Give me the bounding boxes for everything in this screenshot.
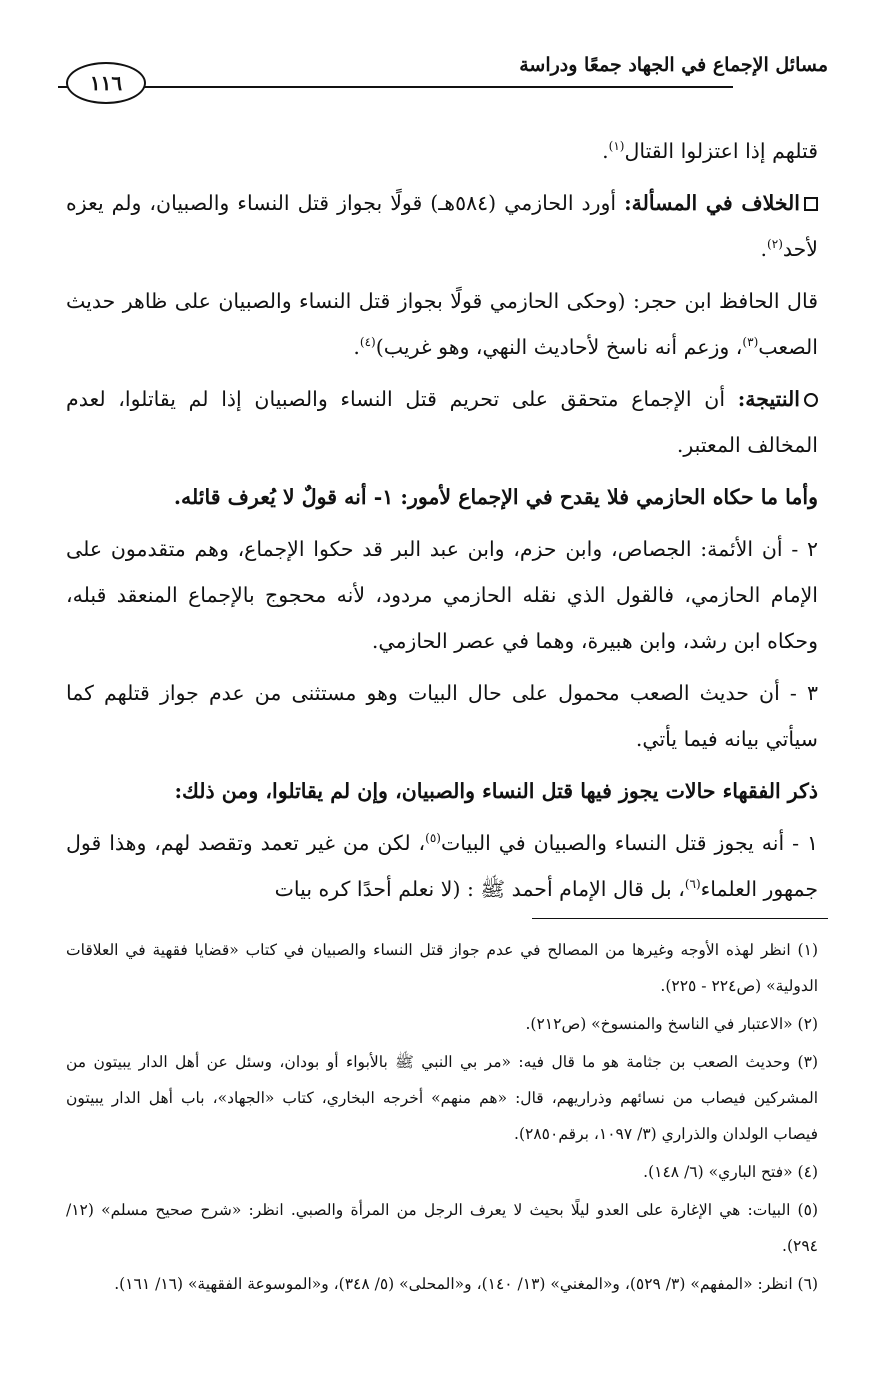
footnote-ref: (٣) <box>742 335 759 350</box>
square-bullet-icon <box>804 197 818 211</box>
footnote: (١) انظر لهذه الأوجه وغيرها من المصالح في عدم جواز قتل النساء والصبيان في كتاب «قضايا فقهية في العلاقات الدولية» (ص٢٢٤ - ٢٢٥). <box>66 941 818 995</box>
footnote-ref: (١) <box>608 139 625 154</box>
paragraph: النتيجة: أن الإجماع متحقق على تحريم قتل النساء والصبيان إذا لم يقاتلوا، لعدم المخالف المعتبر. <box>66 387 818 457</box>
footnote: (٤) «فتح الباري» (٦/ ١٤٨). <box>643 1163 818 1181</box>
footnote-ref: (٥) <box>425 831 441 846</box>
running-title: مسائل الإجماع في الجهاد جمعًا ودراسة <box>519 54 828 76</box>
page-header <box>58 48 828 100</box>
section-label: الخلاف في المسألة: <box>624 191 800 215</box>
circle-bullet-icon <box>804 393 818 407</box>
page-number: ١١٦ <box>66 62 146 104</box>
footnote: (٣) وحديث الصعب بن جثامة هو ما قال فيه: «مر بي النبي ﷺ بالأبواء أو بودان، وسئل عن أهل الدار يبيتون من المشركين فيصاب من نسائهم وذراريهم، قال: «هم منهم» أخرجه البخاري، كتاب «الجهاد»، باب أهل الدار يبيتون فيصاب الولدان والذراري (٣/ ١٠٩٧، برقم٢٨٥٠). <box>66 1053 818 1143</box>
section-label: النتيجة: <box>737 387 800 411</box>
section-heading: ذكر الفقهاء حالات يجوز فيها قتل النساء والصبيان، وإن لم يقاتلوا، ومن ذلك: <box>174 779 818 803</box>
bold-phrase: وأما ما حكاه الحازمي فلا يقدح في الإجماع لأمور: <box>400 485 818 509</box>
footnote: (٦) انظر: «المفهم» (٣/ ٥٢٩)، و«المغني» (١٣/ ١٤٠)، و«المحلى» (٥/ ٣٤٨)، و«الموسوعة الفقهية» (١٦/ ١٦١). <box>114 1275 818 1293</box>
paragraph: ٢ - أن الأئمة: الجصاص، وابن حزم، وابن عبد البر قد حكوا الإجماع، وهم متقدمون على الإمام الحازمي، فالقول الذي نقله الحازمي مردود، لأنه محجوج بالإجماع المنعقد قبله، وحكاه ابن رشد، وابن هبيرة، وهما في عصر الحازمي. <box>66 537 818 653</box>
footnote-separator <box>532 918 828 919</box>
main-text <box>66 128 818 918</box>
header-rule <box>58 86 733 88</box>
paragraph: وأما ما حكاه الحازمي فلا يقدح في الإجماع لأمور: ١- أنه قولٌ لا يُعرف قائله. <box>173 485 818 509</box>
footnote-ref: (٤) <box>359 335 376 350</box>
footnotes <box>66 932 818 1304</box>
paragraph: الخلاف في المسألة: أورد الحازمي (٥٨٤هـ) قولًا بجواز قتل النساء والصبيان، ولم يعزه لأحد$^{(٢)}$. <box>66 191 818 261</box>
paragraph: قال الحافظ ابن حجر: (وحكى الحازمي قولًا بجواز قتل النساء والصبيان على ظاهر حديث الصعب$^{(٣)}$، وزعم أنه ناسخ لأحاديث النهي، وهو غريب)$^{(٤)}$. <box>66 289 818 359</box>
footnote-ref: (٢) <box>767 237 783 252</box>
paragraph: ١ - أنه يجوز قتل النساء والصبيان في البيات$^{(٥)}$، لكن من غير تعمد وتقصد لهم، وهذا قول جمهور العلماء$^{(٦)}$، بل قال الإمام أحمد ﷺ : (لا نعلم أحدًا كره بيات <box>66 831 818 901</box>
paragraph: ٣ - أن حديث الصعب محمول على حال البيات وهو مستثنى من عدم جواز قتلهم كما سيأتي بيانه فيما يأتي. <box>66 681 818 751</box>
footnote: (٥) البيات: هي الإغارة على العدو ليلًا بحيث لا يعرف الرجل من المرأة والصبي. انظر: «شرح صحيح مسلم» (١٢/ ٢٩٤). <box>66 1201 818 1255</box>
footnote-ref: (٦) <box>684 877 701 892</box>
paragraph: قتلهم إذا اعتزلوا القتال$^{(١)}$. <box>602 139 818 163</box>
footnote: (٢) «الاعتبار في الناسخ والمنسوخ» (ص٢١٢). <box>525 1015 818 1033</box>
